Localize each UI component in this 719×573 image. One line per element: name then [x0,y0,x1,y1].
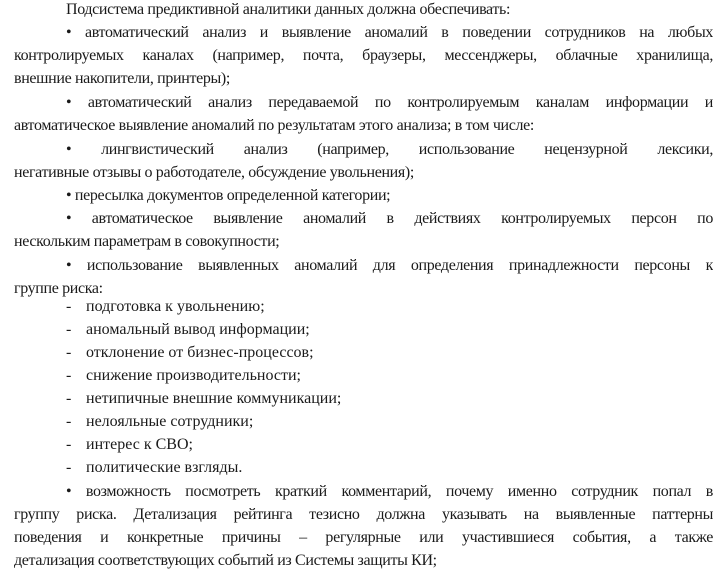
risk-group-item [66,434,193,456]
dash-marker: - [66,436,72,453]
risk-group-label: нетипичные внешние коммуникации; [86,390,342,407]
bullet-item-5-line-2: нескольким параметрам в совокупности; [14,233,280,250]
risk-group-label: снижение производительности; [86,367,301,384]
risk-group-item [66,457,242,479]
risk-group-label: нелояльные сотрудники; [86,413,254,430]
bullet-item-3-line-2: негативные отзывы о работодателе, обсуждение увольнения); [14,164,414,181]
risk-group-label: политические взгляды. [86,459,243,476]
bullet-item-2-line-1: • автоматический анализ передаваемой по контролируемым каналам информации и [66,94,713,111]
risk-group-item [66,365,301,387]
bullet-item-6-line-1: • использование выявленных аномалий для определения принадлежности персоны к [66,257,713,274]
final-item-line-3: поведения и конкретные причины – регулярные или участившиеся события, а также [14,529,713,546]
bullet-item-6-line-2: группе риска: [14,280,103,297]
bullet-item-5-line-1: • автоматическое выявление аномалий в действиях контролируемых персон по [66,210,713,227]
bullet-item-3-line-1: • лингвистический анализ (например, использование нецензурной лексики, [66,141,713,158]
dash-marker: - [66,390,72,407]
bullet-item-1-line-2: контролируемых каналах (например, почта, браузеры, мессенджеры, облачные хранилища, [14,47,713,64]
dash-marker: - [66,367,72,384]
bullet-item-1-line-3: внешние накопители, принтеры); [14,70,230,87]
dash-marker: - [66,413,72,430]
risk-group-item [66,411,253,433]
final-item-line-4: детализация соответствующих событий из Системы защиты КИ; [14,552,437,569]
risk-group-item [66,296,265,318]
dash-marker: - [66,344,72,361]
bullet-item-2-line-2: автоматическое выявление аномалий по результатам этого анализа; в том числе: [14,117,534,134]
risk-group-item [66,319,310,341]
risk-group-label: подготовка к увольнению; [86,298,265,315]
risk-group-label: аномальный вывод информации; [86,321,310,338]
dash-marker: - [66,459,72,476]
risk-group-item [66,342,314,364]
risk-group-item [66,388,341,410]
intro-paragraph: Подсистема предиктивной аналитики данных должна обеспечивать: [66,1,511,18]
dash-marker: - [66,321,72,338]
bullet-item-4-line-1: • пересылка документов определенной категории; [66,187,391,204]
dash-marker: - [66,298,72,315]
final-item-line-2: группу риска. Детализация рейтинга тезисно должна указывать на выявленные паттерны [14,506,713,523]
risk-group-label: отклонение от бизнес-процессов; [86,344,314,361]
bullet-item-1-line-1: • автоматический анализ и выявление аномалий в поведении сотрудников на любых [66,24,713,41]
risk-group-label: интерес к СВО; [86,436,193,453]
final-item-line-1: • возможность посмотреть краткий комментарий, почему именно сотрудник попал в [66,483,713,500]
